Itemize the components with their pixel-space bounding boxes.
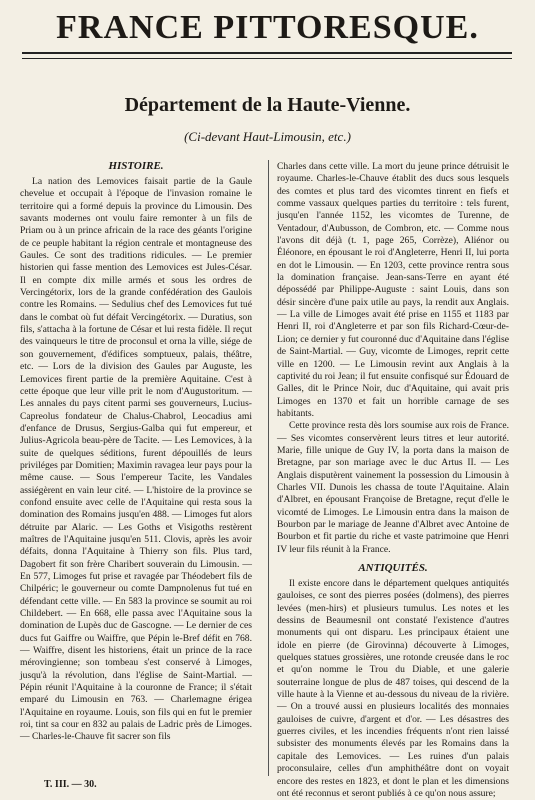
left-column bbox=[20, 158, 252, 744]
masthead-rule bbox=[22, 52, 512, 59]
department-title: Département de la Haute-Vienne. bbox=[124, 94, 411, 116]
department-subtitle: (Ci-devant Haut-Limousin, etc.) bbox=[184, 129, 351, 144]
histoire-paragraph-3: Cette province resta dès lors soumise aux rois de France. — Ses vicomtes conservèrent leurs titres et leur autorité. Marie, fille unique de Guy IV, la porta dans la maison de Bretagne, par son mariage avec le duc Artus II. — Les Anglais disputèrent vainement la possession du Limousin à Charles VII. Dunois les chassa de toute l'Aquitaine. Alain d'Albret, en épousant Françoise de Bretagne, reçut d'elle le vicomté de Limoges. Le Limousin entra dans la maison de Bourbon par le mariage de Jeanne d'Albret avec Antoine de Bourbon et fit partie du riche et vaste patrimoine que Henri IV leur fils réunit à la France. bbox=[277, 420, 509, 555]
column-divider bbox=[268, 160, 269, 776]
antiquites-heading: ANTIQUITÉS. bbox=[358, 562, 428, 574]
antiquites-paragraph: Il existe encore dans le département quelques antiquités gauloises, ce sont des pierres posées (dolmens), des pierres levées (men-hirs) et plusieurs tumulus. Les notes et les dessins de Beaumesnil ont constaté l'existence d'autres monuments qui ont disparu. Les principaux étaient une idole en pierre (de Girovinna) découverte à Limoges, quelques statues grossières, une rotonde creusée dans le roc et qu'on nomme le Trou du Diable, et une galerie souterraine longue de plus de 487 toises, qui descend de la ville haute à la Vienne et au-dessous du niveau de la rivière. — On a trouvé aussi en plusieurs localités des monnaies gauloises de cuivre, d'argent et d'or. — Les désastres des guerres civiles, et les incendies fréquents n'ont rien laissé subsister des monuments élevés par les Romains dans la capitale des Lemovices. — Les ruines d'un palais proconsulaire, celles d'un amphithéâtre dont on voyait encore des restes en 1823, et dont le plan et les dimensions ont été reconnus et seront publiés à ce qu'on nous assure; bbox=[277, 578, 509, 799]
histoire-paragraph-2: Charles dans cette ville. La mort du jeune prince détruisit le royaume. Charles-le-Chauve établit des ducs sous lesquels des comtes et plus tard des vicomtes tinrent en fiefs et comme vassaux quelques parties du territoire : tels furent, jusqu'en l'année 1152, les vicomtes de Turenne, de Ventadour, d'Aubusson, de Combron, etc. — Comme nous l'avons dit déjà (t. 1, page 265, Corrèze), Aliénor ou Éléonore, en épousant le roi d'Angleterre, Henri II, lui porta en dot le Limousin. — En 1203, cette province rentra sous la domination française. Jean-sans-Terre en ayant été dépossédé par Philippe-Auguste : saint Louis, dans son désir sincère d'une paix utile au pays, la rendit aux Anglais. — La ville de Limoges avait été prise en 1155 et 1183 par Henri II, roi d'Angleterre et par son fils Richard-Cœur-de-Lion; ce dernier y fut couronné duc d'Aquitaine dans l'église de Saint-Martial. — Guy, vicomte de Limoges, reprit cette ville en 1200. — Le Limousin revint aux Anglais à la captivité du roi Jean; il fut ensuite confisqué sur Édouard de Galles, dit le Prince Noir, duc d'Aquitaine, qui avait pris Limoges en 1370 et fait un horrible carnage de ses habitants. bbox=[277, 161, 509, 419]
page-footer: T. III. — 30. bbox=[44, 779, 97, 790]
masthead-title: FRANCE PITTORESQUE. bbox=[56, 9, 479, 46]
histoire-heading: HISTOIRE. bbox=[108, 160, 164, 172]
histoire-paragraph-1: La nation des Lemovices faisait partie de la Gaule chevelue et occupait à l'époque de l'invasion romaine le territoire qui a formé depuis la province du Limousin. Des savants modernes ont voulu faire remonter à un fils de Priam ou à un prince africain de la race des géants l'origine de ce peuple habitant la région centrale et montagneuse des Gaules. Ce sont des traditions ridicules. — Le premier historien qui fasse mention des Lemovices est Jules-César. Il en compte dix mille armés et sous les ordres de Vercingétorix, lors de la grande confédération des Gaulois contre les Romains. — Sedulius chef des Lemovices fut tué dans le combat où fut défait Vercingétorix. — Duratius, son fils, s'attacha à la fortune de César et lui resta fidèle. Il reçut des vainqueurs le titre de proconsul et orna la ville, siége de son gouvernement, d'édifices somptueux, palais, théâtre, etc. — Lors de la division des Gaules par Auguste, les Lemovices firent partie de la première Aquitaine. C'est à cette époque que leur ville prit le nom d'Augustoritum. — Les annales du pays citent parmi ses gouverneurs, Lucius-Capreolus fondateur de Chalus-Chabrol, Leocadius ami d'enfance de Drusus, Sergius-Galba qui fut empereur, et Julius-Agricola beau-père de Tacite. — Les Lemovices, à la suite de quelques séditions, furent dépouillés de leurs priviléges par Domitien; Maximin ravagea leur pays pour la même cause. — Sous l'empereur Tacite, les Vandales assiégèrent en vain leur cité. — L'histoire de la province se confond ensuite avec celle de l'Aquitaine qui resta sous la domination des Romains jusqu'en 488. — Limoges fut alors détruite par Alaric. — Les Goths et Visigoths restèrent maîtres de l'Aquitaine jusqu'en 511. Clovis, après les avoir défaits, donna l'Aquitaine à Thierry son fils. Plus tard, Dagobert fit son frère Charibert souverain du Limousin. — En 577, Limoges fut prise et ravagée par Théodebert fils de Chilpéric; le gouverneur ou comte Dampnolenus fut tué en défendant cette ville. — En 583 la province se soumit au roi Childebert. — En 668, elle passa avec l'Aquitaine sous la domination de Lupès duc de Gascogne. — Le dernier de ces ducs fut Gaiffre ou Waiffre, que Pépin le-Bref défit en 768. — Waiffre, disent les historiens, était un prince de la race mérovingienne; son tombeau s'est conservé à Limoges, jusqu'à la révolution, dans l'église de Saint-Martial. — Pépin réunit l'Aquitaine à la couronne de France; il s'était emparé du Limousin en 763. — Charlemagne érigea l'Aquitaine en royaume. Louis, son fils qui en fut le premier roi, tint sa cour en 832 au palais de Ladric près de Limoges. — Charles-le-Chauve fit sacrer son fils bbox=[20, 176, 252, 743]
right-column bbox=[277, 161, 509, 800]
